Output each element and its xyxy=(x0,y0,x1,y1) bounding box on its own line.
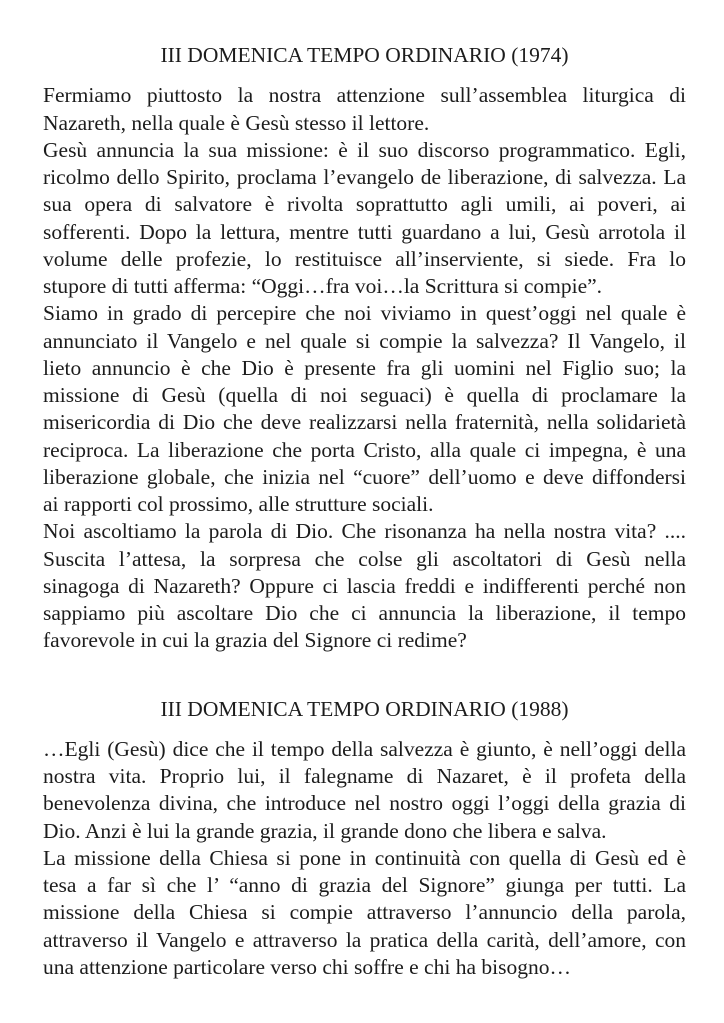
paragraph xyxy=(43,300,686,518)
text-line: Dio. Anzi è lui la grande grazia, il grande dono che libera e salva. xyxy=(43,818,607,843)
text-line: sofferenti. Dopo la lettura, mentre tutti guardano a lui, Gesù arrotola il xyxy=(43,219,686,244)
document-section xyxy=(43,696,686,982)
text-line: La missione della Chiesa si pone in continuità con quella di Gesù ed è xyxy=(43,845,686,870)
text-line: volume delle profezie, lo restituisce all’inserviente, si siede. Fra lo xyxy=(43,246,686,271)
text-line: benevolenza divina, che introduce nel nostro oggi l’oggi della grazia di xyxy=(43,791,686,816)
text-line: Noi ascoltiamo la parola di Dio. Che risonanza ha nella nostra vita? .... xyxy=(43,519,686,544)
text-line: attraverso il Vangelo e attraverso la pratica della carità, dell’amore, con xyxy=(43,927,686,952)
text-line: favorevole in cui la grazia del Signore ci redime? xyxy=(43,628,467,653)
text-line: …Egli (Gesù) dice che il tempo della salvezza è giunto, è nell’oggi della xyxy=(43,736,686,761)
text-line: sua opera di salvatore è rivolta soprattutto agli umili, ai poveri, ai xyxy=(43,192,686,217)
text-line: ai rapporti col prossimo, alle strutture sociali. xyxy=(43,492,434,516)
text-line: annunciato il Vangelo e nel quale si compie la salvezza? Il Vangelo, il xyxy=(43,328,686,353)
document-section xyxy=(43,42,686,655)
text-line: reciproca. La liberazione che porta Cristo, alla quale ci impegna, è una xyxy=(43,437,686,462)
text-line: una attenzione particolare verso chi soffre e chi ha bisogno… xyxy=(43,954,571,979)
paragraph xyxy=(43,845,686,981)
section-heading: III DOMENICA TEMPO ORDINARIO (1988) xyxy=(160,696,569,721)
text-line: Fermiamo piuttosto la nostra attenzione sull’assemblea liturgica di xyxy=(43,83,686,108)
text-line: Siamo in grado di percepire che noi viviamo in quest’oggi nel quale è xyxy=(43,301,686,326)
section-heading: III DOMENICA TEMPO ORDINARIO (1974) xyxy=(160,43,569,67)
text-line: sinagoga di Nazareth? Oppure ci lascia freddi e indifferenti perché non xyxy=(43,573,686,598)
text-line: missione della Chiesa si compie attraverso l’annuncio della parola, xyxy=(43,900,686,925)
paragraph xyxy=(43,518,686,654)
paragraph xyxy=(43,82,686,137)
text-line: missione di Gesù (quella di noi seguaci) è quella di proclamare la xyxy=(43,383,686,407)
text-line: Gesù annuncia la sua missione: è il suo discorso programmatico. Egli, xyxy=(43,137,686,162)
text-line: tesa a far sì che l’ “anno di grazia del Signore” giunga per tutti. La xyxy=(43,873,686,897)
text-line: Nazareth, nella quale è Gesù stesso il lettore. xyxy=(43,110,430,135)
paragraph xyxy=(43,137,686,301)
text-line: lieto annuncio è che Dio è presente fra gli uomini nel Figlio suo; la xyxy=(43,355,686,380)
text-line: stupore di tutti afferma: “Oggi…fra voi…la Scrittura si compie”. xyxy=(43,274,603,298)
text-line: ricolmo dello Spirito, proclama l’evangelo de liberazione, di salvezza. La xyxy=(43,165,686,189)
text-line: misericordia di Dio che deve realizzarsi nella fraternità, nella solidarietà xyxy=(43,410,686,435)
text-line: sappiamo più ascoltare Dio che ci annuncia la liberazione, il tempo xyxy=(43,601,686,625)
text-line: liberazione globale, che inizia nel “cuore” dell’uomo e deve diffondersi xyxy=(43,464,686,489)
text-line: nostra vita. Proprio lui, il falegname di Nazaret, è il profeta della xyxy=(43,764,686,788)
text-line: Suscita l’attesa, la sorpresa che colse gli ascoltatori di Gesù nella xyxy=(43,546,686,571)
paragraph xyxy=(43,736,686,845)
